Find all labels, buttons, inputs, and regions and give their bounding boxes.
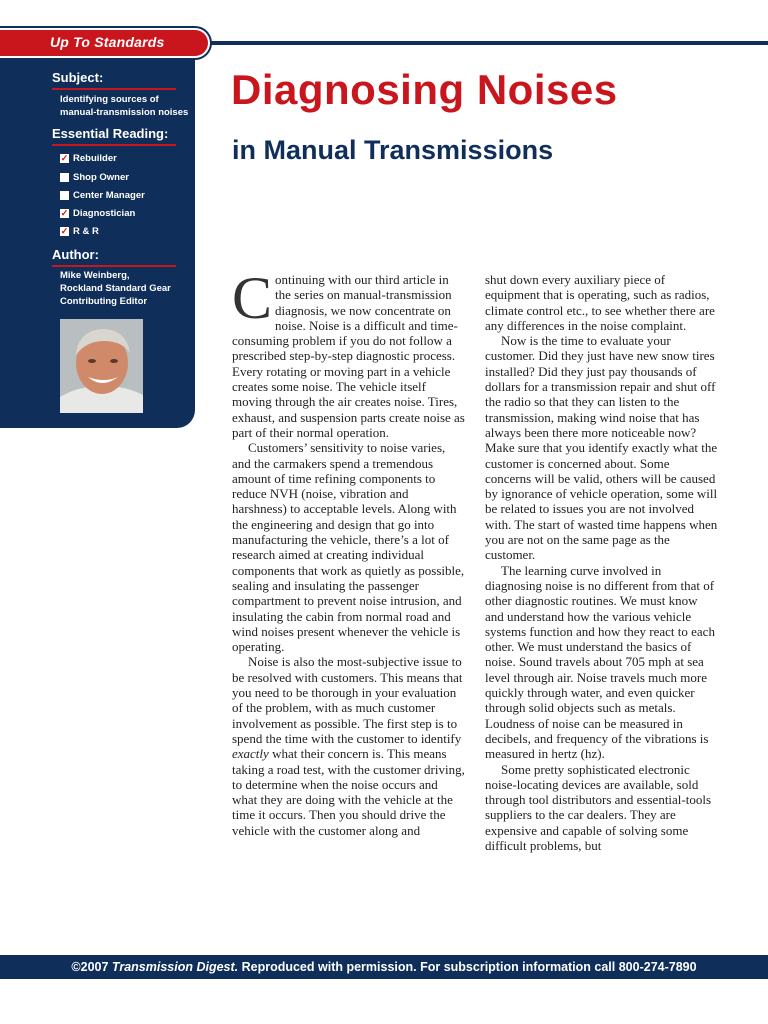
reading-item-diagnostician: ✓ Diagnostician — [60, 208, 136, 219]
top-rule — [200, 41, 768, 45]
reading-item-shop-owner: Shop Owner — [60, 172, 129, 183]
author-role: Contributing Editor — [60, 296, 148, 307]
paragraph: shut down every auxiliary piece of equipment that is operating, such as radios, climate control etc., to see whether there are any differences in the noise complaint. — [485, 272, 715, 333]
article-subtitle: in Manual Transmissions — [232, 135, 554, 165]
checkbox-checked-icon: ✓ — [60, 226, 69, 236]
drop-cap: C — [232, 265, 273, 331]
checkbox-checked-icon: ✓ — [60, 208, 69, 218]
author-photo — [60, 319, 143, 413]
paragraph: Some pretty sophisticated electronic noise-locating devices are available, sold through tool distributors and essential-tools suppliers to the car dealers. They are expensive and capable of solving some difficult problems, but — [485, 761, 712, 853]
reading-item-r-and-r: ✓ R & R — [60, 226, 99, 237]
column-left — [232, 265, 465, 838]
footer-text: Reproduced with permission. For subscription information call 800-274-7890 — [238, 960, 697, 974]
checkbox-checked-icon: ✓ — [60, 153, 69, 163]
reading-heading: Essential Reading: — [52, 126, 169, 141]
article-title: Diagnosing Noises — [231, 66, 618, 113]
author-heading: Author: — [52, 247, 99, 262]
paragraph: Now is the time to evaluate your customer. Did they just have new snow tires installed? Did they just pay thousands of dollars for a transmission repair and shut off the radio so that they can listen to the transmission, making wind noise that has always been there more noticeable now? Make sure that you identify exactly what the customer is concerned about. Some concerns will be valid, others will be caused by ignorance of vehicle operation, some will be related to issues you are not involved with. The start of wasted time happens when you are not on the same page as the customer. — [485, 333, 718, 563]
author-name: Mike Weinberg, — [60, 270, 130, 281]
reading-rule — [52, 144, 176, 146]
reading-item-rebuilder: ✓ Rebuilder — [60, 153, 117, 164]
checkbox-empty-icon — [60, 173, 69, 182]
subject-heading: Subject: — [52, 70, 104, 85]
section-tag — [0, 30, 208, 56]
paragraph: The learning curve involved in diagnosing noise is no different from that of other diagnostic routines. We must know and understand how the various vehicle systems function and how they react to each other. We must understand the basics of noise. Sound travels about 705 mph at sea level through air. Noise travels much more quickly through water, and even quicker through solid objects such as metals. Loudness of noise can be measured in decibels, and frequency of the vibrations is measured in hertz (hz). — [485, 562, 715, 762]
footer-publication: Transmission Digest. — [111, 960, 239, 974]
footer-bar — [0, 955, 768, 979]
column-right — [485, 272, 718, 853]
checkbox-empty-icon — [60, 191, 69, 200]
paragraph: Continuing with our third article in the series on manual-transmission diagnosis, we now concentrate on noise. Noise is a difficult and time-consuming problem if you do not follow a prescribed step-by-step diagnostic process. Every rotating or moving part in a vehicle creates some noise. The vehicle itself moving through the air creates noise. Tires, exhaust, and suspension parts create noise as part of their normal operation. — [232, 265, 465, 440]
subject-line: manual-transmission noises — [60, 107, 189, 118]
author-affiliation: Rockland Standard Gear — [60, 283, 171, 294]
section-tag-label: Up To Standards — [50, 34, 165, 50]
author-rule — [52, 265, 176, 267]
sidebar — [0, 58, 195, 428]
paragraph: Noise is also the most-subjective issue to be resolved with customers. This means that you need to be thorough in your evaluation of the problem, with as much customer involvement as possible. The first step is to spend the time with the customer to identify exactly what their concern is. This means taking a road test, with the customer driving, to determine when the noise occurs and what they are doing with the vehicle at the time it occurs. Then you should drive the vehicle with the customer along and — [232, 654, 465, 838]
subject-line: Identifying sources of — [60, 94, 159, 105]
reading-item-center-manager: Center Manager — [60, 190, 145, 201]
paragraph: Customers’ sensitivity to noise varies, and the carmakers spend a tremendous amount of time refining components to reduce NVH (noise, vibration and harshness) to acceptable levels. Along with the engineering and design that go into manufacturing the vehicle, there’s a lot of research aimed at creating individual components that work as quietly as possible, sealing and insulating the passenger compartment to prevent noise intrusion, and insulating the cabin from normal road and wind noises present whenever the vehicle is operating. — [232, 440, 465, 655]
footer-copyright: ©2007 — [71, 960, 112, 974]
subject-rule — [52, 88, 176, 90]
